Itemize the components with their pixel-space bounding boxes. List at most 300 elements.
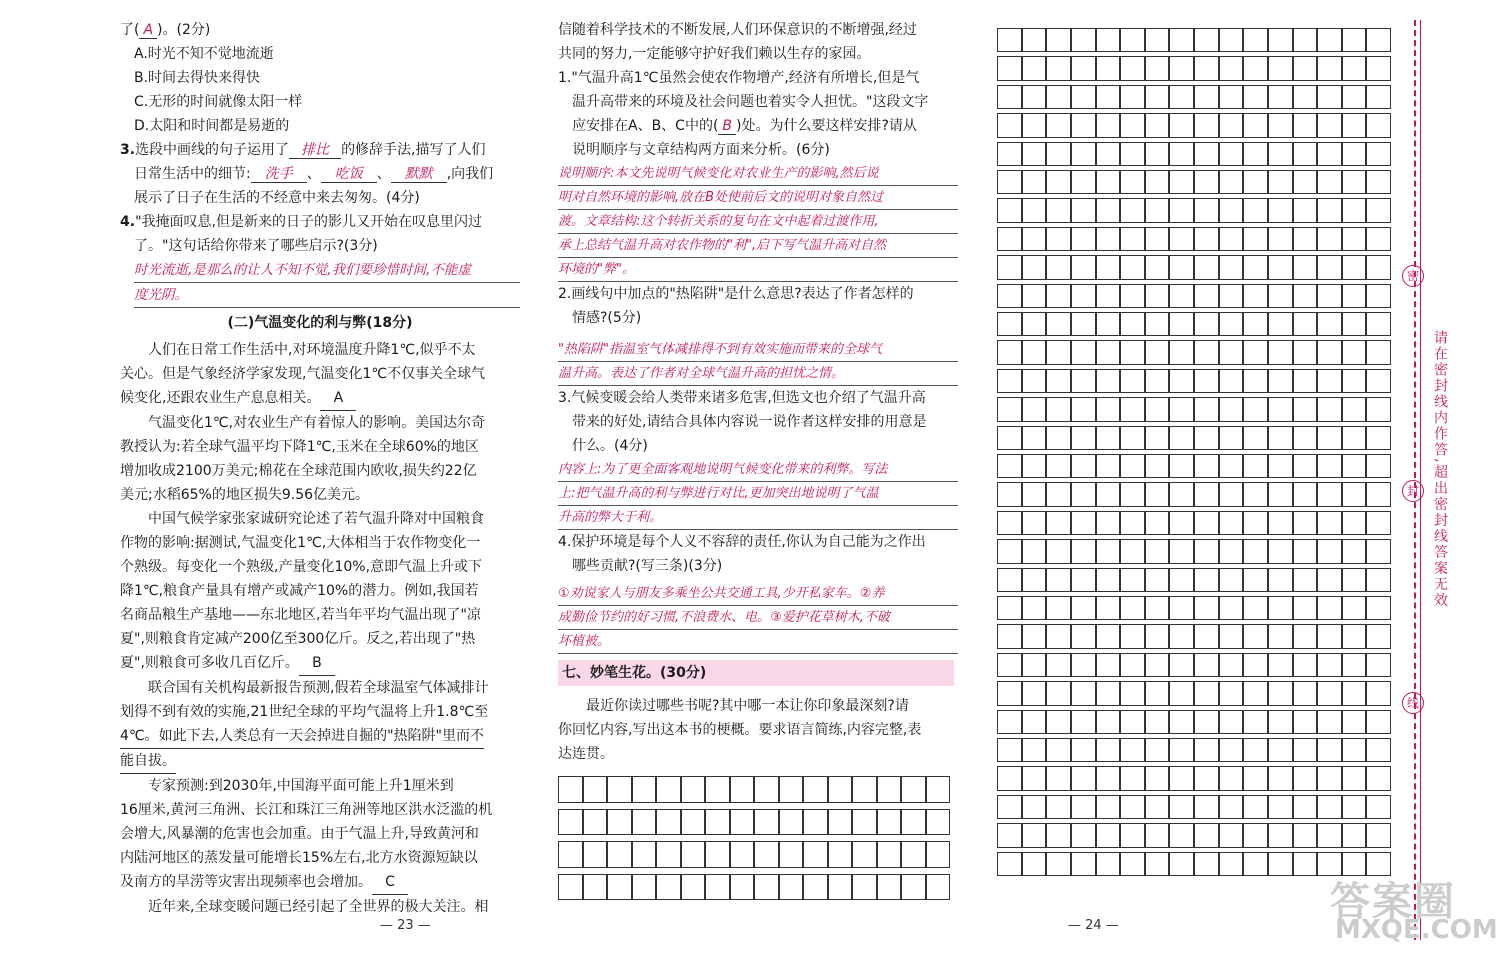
grid-cell[interactable] bbox=[997, 312, 1022, 336]
grid-cell[interactable] bbox=[926, 776, 951, 803]
grid-cell[interactable] bbox=[1342, 653, 1367, 677]
grid-cell[interactable] bbox=[1120, 255, 1145, 279]
grid-cell[interactable] bbox=[1145, 56, 1170, 80]
grid-cell[interactable] bbox=[1071, 738, 1096, 762]
grid-cell[interactable] bbox=[997, 766, 1022, 790]
grid-cell[interactable] bbox=[583, 874, 608, 901]
grid-cell[interactable] bbox=[1071, 454, 1096, 478]
grid-cell[interactable] bbox=[1293, 568, 1318, 592]
grid-cell[interactable] bbox=[1219, 738, 1244, 762]
grid-cell[interactable] bbox=[1120, 823, 1145, 847]
grid-cell[interactable] bbox=[1342, 312, 1367, 336]
grid-cell[interactable] bbox=[1096, 852, 1121, 876]
grid-cell[interactable] bbox=[828, 809, 853, 836]
grid-cell[interactable] bbox=[1317, 426, 1342, 450]
grid-cell[interactable] bbox=[1317, 198, 1342, 222]
grid-cell[interactable] bbox=[1243, 28, 1268, 52]
grid-cell[interactable] bbox=[1342, 113, 1367, 137]
grid-cell[interactable] bbox=[1342, 738, 1367, 762]
grid-cell[interactable] bbox=[1194, 653, 1219, 677]
grid-cell[interactable] bbox=[1293, 852, 1318, 876]
grid-cell[interactable] bbox=[1342, 397, 1367, 421]
grid-cell[interactable] bbox=[1046, 511, 1071, 535]
grid-cell[interactable] bbox=[1366, 369, 1391, 393]
grid-cell[interactable] bbox=[1046, 28, 1071, 52]
grid-cell[interactable] bbox=[1268, 710, 1293, 734]
grid-cell[interactable] bbox=[1194, 397, 1219, 421]
grid-cell[interactable] bbox=[997, 198, 1022, 222]
grid-cell[interactable] bbox=[1046, 795, 1071, 819]
grid-cell[interactable] bbox=[1268, 56, 1293, 80]
grid-cell[interactable] bbox=[1071, 369, 1096, 393]
grid-cell[interactable] bbox=[1145, 823, 1170, 847]
grid-cell[interactable] bbox=[1342, 142, 1367, 166]
grid-cell[interactable] bbox=[997, 710, 1022, 734]
grid-cell[interactable] bbox=[1022, 738, 1047, 762]
grid-cell[interactable] bbox=[1243, 227, 1268, 251]
grid-cell[interactable] bbox=[1046, 142, 1071, 166]
grid-cell[interactable] bbox=[1293, 170, 1318, 194]
grid-cell[interactable] bbox=[1342, 28, 1367, 52]
grid-cell[interactable] bbox=[1145, 511, 1170, 535]
grid-cell[interactable] bbox=[1342, 681, 1367, 705]
grid-cell[interactable] bbox=[1194, 142, 1219, 166]
grid-cell[interactable] bbox=[583, 841, 608, 868]
grid-cell[interactable] bbox=[1342, 170, 1367, 194]
grid-cell[interactable] bbox=[1022, 113, 1047, 137]
grid-cell[interactable] bbox=[1293, 681, 1318, 705]
grid-cell[interactable] bbox=[1120, 227, 1145, 251]
grid-cell[interactable] bbox=[877, 841, 902, 868]
grid-cell[interactable] bbox=[1046, 397, 1071, 421]
grid-cell[interactable] bbox=[1366, 681, 1391, 705]
grid-cell[interactable] bbox=[1022, 312, 1047, 336]
grid-cell[interactable] bbox=[1169, 312, 1194, 336]
grid-cell[interactable] bbox=[754, 874, 779, 901]
writing-grid-small[interactable] bbox=[558, 776, 950, 900]
grid-cell[interactable] bbox=[1268, 198, 1293, 222]
grid-cell[interactable] bbox=[901, 841, 926, 868]
grid-cell[interactable] bbox=[1293, 312, 1318, 336]
grid-cell[interactable] bbox=[1145, 255, 1170, 279]
grid-cell[interactable] bbox=[1194, 852, 1219, 876]
grid-cell[interactable] bbox=[1219, 227, 1244, 251]
grid-cell[interactable] bbox=[1169, 369, 1194, 393]
grid-cell[interactable] bbox=[1120, 568, 1145, 592]
grid-cell[interactable] bbox=[1219, 85, 1244, 109]
grid-cell[interactable] bbox=[1145, 596, 1170, 620]
grid-cell[interactable] bbox=[997, 170, 1022, 194]
grid-cell[interactable] bbox=[1317, 795, 1342, 819]
grid-cell[interactable] bbox=[1120, 738, 1145, 762]
grid-cell[interactable] bbox=[1022, 482, 1047, 506]
grid-cell[interactable] bbox=[852, 874, 877, 901]
grid-cell[interactable] bbox=[1293, 653, 1318, 677]
grid-cell[interactable] bbox=[1243, 624, 1268, 648]
grid-cell[interactable] bbox=[1219, 482, 1244, 506]
grid-cell[interactable] bbox=[997, 596, 1022, 620]
grid-cell[interactable] bbox=[926, 841, 951, 868]
grid-cell[interactable] bbox=[607, 776, 632, 803]
grid-cell[interactable] bbox=[1293, 142, 1318, 166]
grid-cell[interactable] bbox=[1268, 142, 1293, 166]
grid-cell[interactable] bbox=[1194, 28, 1219, 52]
grid-cell[interactable] bbox=[1194, 85, 1219, 109]
grid-cell[interactable] bbox=[1366, 284, 1391, 308]
grid-cell[interactable] bbox=[1046, 113, 1071, 137]
grid-cell[interactable] bbox=[1194, 795, 1219, 819]
grid-cell[interactable] bbox=[1145, 738, 1170, 762]
grid-cell[interactable] bbox=[1071, 539, 1096, 563]
grid-cell[interactable] bbox=[1096, 142, 1121, 166]
grid-cell[interactable] bbox=[1169, 454, 1194, 478]
grid-cell[interactable] bbox=[1268, 624, 1293, 648]
grid-cell[interactable] bbox=[1046, 653, 1071, 677]
grid-cell[interactable] bbox=[1366, 198, 1391, 222]
grid-cell[interactable] bbox=[1366, 596, 1391, 620]
grid-cell[interactable] bbox=[1219, 710, 1244, 734]
grid-cell[interactable] bbox=[1293, 539, 1318, 563]
grid-cell[interactable] bbox=[1120, 142, 1145, 166]
grid-cell[interactable] bbox=[632, 776, 657, 803]
grid-cell[interactable] bbox=[1022, 284, 1047, 308]
grid-cell[interactable] bbox=[1243, 454, 1268, 478]
grid-cell[interactable] bbox=[1046, 255, 1071, 279]
grid-cell[interactable] bbox=[1096, 198, 1121, 222]
grid-cell[interactable] bbox=[779, 841, 804, 868]
grid-cell[interactable] bbox=[1317, 28, 1342, 52]
grid-cell[interactable] bbox=[1366, 255, 1391, 279]
grid-cell[interactable] bbox=[1145, 795, 1170, 819]
grid-cell[interactable] bbox=[1194, 170, 1219, 194]
grid-cell[interactable] bbox=[1046, 766, 1071, 790]
grid-cell[interactable] bbox=[1268, 369, 1293, 393]
grid-cell[interactable] bbox=[1243, 681, 1268, 705]
grid-cell[interactable] bbox=[1342, 198, 1367, 222]
grid-cell[interactable] bbox=[1022, 85, 1047, 109]
grid-cell[interactable] bbox=[1342, 795, 1367, 819]
grid-cell[interactable] bbox=[1317, 738, 1342, 762]
grid-cell[interactable] bbox=[997, 454, 1022, 478]
grid-cell[interactable] bbox=[1268, 766, 1293, 790]
grid-cell[interactable] bbox=[1096, 340, 1121, 364]
grid-cell[interactable] bbox=[1022, 369, 1047, 393]
grid-cell[interactable] bbox=[1022, 710, 1047, 734]
grid-cell[interactable] bbox=[1194, 426, 1219, 450]
grid-cell[interactable] bbox=[1317, 284, 1342, 308]
grid-cell[interactable] bbox=[852, 841, 877, 868]
grid-cell[interactable] bbox=[1071, 482, 1096, 506]
grid-cell[interactable] bbox=[1293, 823, 1318, 847]
grid-cell[interactable] bbox=[1342, 454, 1367, 478]
grid-cell[interactable] bbox=[1268, 738, 1293, 762]
grid-cell[interactable] bbox=[1194, 255, 1219, 279]
grid-cell[interactable] bbox=[1120, 198, 1145, 222]
grid-cell[interactable] bbox=[1022, 170, 1047, 194]
grid-cell[interactable] bbox=[1317, 255, 1342, 279]
grid-cell[interactable] bbox=[1219, 56, 1244, 80]
grid-cell[interactable] bbox=[1071, 28, 1096, 52]
grid-cell[interactable] bbox=[1366, 397, 1391, 421]
grid-cell[interactable] bbox=[1243, 369, 1268, 393]
grid-cell[interactable] bbox=[1169, 596, 1194, 620]
grid-cell[interactable] bbox=[1219, 255, 1244, 279]
grid-cell[interactable] bbox=[1317, 369, 1342, 393]
grid-cell[interactable] bbox=[1120, 56, 1145, 80]
grid-cell[interactable] bbox=[997, 85, 1022, 109]
grid-cell[interactable] bbox=[1366, 28, 1391, 52]
grid-cell[interactable] bbox=[1243, 170, 1268, 194]
grid-cell[interactable] bbox=[1096, 426, 1121, 450]
grid-cell[interactable] bbox=[1243, 852, 1268, 876]
grid-cell[interactable] bbox=[1022, 426, 1047, 450]
grid-cell[interactable] bbox=[1096, 56, 1121, 80]
grid-cell[interactable] bbox=[1293, 795, 1318, 819]
grid-cell[interactable] bbox=[1219, 170, 1244, 194]
grid-cell[interactable] bbox=[1046, 710, 1071, 734]
grid-cell[interactable] bbox=[1169, 255, 1194, 279]
grid-cell[interactable] bbox=[1317, 85, 1342, 109]
grid-cell[interactable] bbox=[1268, 255, 1293, 279]
grid-cell[interactable] bbox=[1194, 710, 1219, 734]
grid-cell[interactable] bbox=[852, 809, 877, 836]
grid-cell[interactable] bbox=[1022, 198, 1047, 222]
grid-cell[interactable] bbox=[877, 809, 902, 836]
grid-cell[interactable] bbox=[1120, 511, 1145, 535]
grid-cell[interactable] bbox=[1268, 28, 1293, 52]
grid-cell[interactable] bbox=[1145, 681, 1170, 705]
grid-cell[interactable] bbox=[997, 738, 1022, 762]
grid-cell[interactable] bbox=[1268, 113, 1293, 137]
grid-cell[interactable] bbox=[1219, 568, 1244, 592]
grid-cell[interactable] bbox=[1243, 710, 1268, 734]
grid-cell[interactable] bbox=[1366, 653, 1391, 677]
grid-cell[interactable] bbox=[1022, 766, 1047, 790]
grid-cell[interactable] bbox=[1268, 85, 1293, 109]
grid-cell[interactable] bbox=[1169, 142, 1194, 166]
grid-cell[interactable] bbox=[997, 397, 1022, 421]
grid-cell[interactable] bbox=[1268, 397, 1293, 421]
grid-cell[interactable] bbox=[1317, 142, 1342, 166]
grid-cell[interactable] bbox=[656, 841, 681, 868]
grid-cell[interactable] bbox=[681, 874, 706, 901]
grid-cell[interactable] bbox=[1022, 255, 1047, 279]
grid-cell[interactable] bbox=[997, 426, 1022, 450]
grid-cell[interactable] bbox=[1194, 568, 1219, 592]
grid-cell[interactable] bbox=[730, 809, 755, 836]
writing-grid-large[interactable] bbox=[997, 28, 1391, 876]
grid-cell[interactable] bbox=[926, 809, 951, 836]
grid-cell[interactable] bbox=[1169, 710, 1194, 734]
grid-cell[interactable] bbox=[1120, 766, 1145, 790]
grid-cell[interactable] bbox=[1317, 56, 1342, 80]
grid-cell[interactable] bbox=[997, 539, 1022, 563]
grid-cell[interactable] bbox=[1219, 284, 1244, 308]
grid-cell[interactable] bbox=[1046, 340, 1071, 364]
grid-cell[interactable] bbox=[779, 776, 804, 803]
grid-cell[interactable] bbox=[1145, 568, 1170, 592]
grid-cell[interactable] bbox=[1169, 738, 1194, 762]
grid-cell[interactable] bbox=[1194, 56, 1219, 80]
grid-cell[interactable] bbox=[681, 841, 706, 868]
grid-cell[interactable] bbox=[558, 841, 583, 868]
grid-cell[interactable] bbox=[1096, 766, 1121, 790]
grid-cell[interactable] bbox=[1194, 369, 1219, 393]
grid-cell[interactable] bbox=[1194, 766, 1219, 790]
grid-cell[interactable] bbox=[1145, 227, 1170, 251]
grid-cell[interactable] bbox=[1071, 596, 1096, 620]
grid-cell[interactable] bbox=[1366, 710, 1391, 734]
grid-cell[interactable] bbox=[1268, 568, 1293, 592]
grid-cell[interactable] bbox=[997, 482, 1022, 506]
grid-cell[interactable] bbox=[1169, 624, 1194, 648]
grid-cell[interactable] bbox=[1169, 823, 1194, 847]
grid-cell[interactable] bbox=[1046, 482, 1071, 506]
grid-cell[interactable] bbox=[901, 874, 926, 901]
grid-cell[interactable] bbox=[1145, 397, 1170, 421]
grid-cell[interactable] bbox=[1342, 539, 1367, 563]
grid-cell[interactable] bbox=[1366, 170, 1391, 194]
grid-cell[interactable] bbox=[1194, 113, 1219, 137]
grid-cell[interactable] bbox=[1096, 113, 1121, 137]
grid-cell[interactable] bbox=[1342, 369, 1367, 393]
grid-cell[interactable] bbox=[1096, 738, 1121, 762]
grid-cell[interactable] bbox=[1268, 539, 1293, 563]
grid-cell[interactable] bbox=[1293, 454, 1318, 478]
grid-cell[interactable] bbox=[1071, 397, 1096, 421]
grid-cell[interactable] bbox=[1317, 539, 1342, 563]
grid-cell[interactable] bbox=[1046, 170, 1071, 194]
grid-cell[interactable] bbox=[1317, 340, 1342, 364]
grid-cell[interactable] bbox=[1366, 482, 1391, 506]
grid-cell[interactable] bbox=[1317, 170, 1342, 194]
grid-cell[interactable] bbox=[1071, 511, 1096, 535]
grid-cell[interactable] bbox=[1071, 766, 1096, 790]
grid-cell[interactable] bbox=[632, 874, 657, 901]
grid-cell[interactable] bbox=[1071, 624, 1096, 648]
grid-cell[interactable] bbox=[754, 841, 779, 868]
grid-cell[interactable] bbox=[1145, 284, 1170, 308]
grid-cell[interactable] bbox=[730, 776, 755, 803]
grid-cell[interactable] bbox=[1219, 795, 1244, 819]
grid-cell[interactable] bbox=[1268, 170, 1293, 194]
grid-cell[interactable] bbox=[1243, 255, 1268, 279]
grid-cell[interactable] bbox=[1096, 539, 1121, 563]
grid-cell[interactable] bbox=[1071, 284, 1096, 308]
grid-cell[interactable] bbox=[1268, 482, 1293, 506]
grid-cell[interactable] bbox=[1293, 85, 1318, 109]
grid-cell[interactable] bbox=[1243, 823, 1268, 847]
grid-cell[interactable] bbox=[1194, 681, 1219, 705]
grid-cell[interactable] bbox=[926, 874, 951, 901]
grid-cell[interactable] bbox=[1268, 454, 1293, 478]
grid-cell[interactable] bbox=[1219, 426, 1244, 450]
grid-cell[interactable] bbox=[1293, 426, 1318, 450]
grid-cell[interactable] bbox=[1268, 823, 1293, 847]
grid-cell[interactable] bbox=[1022, 653, 1047, 677]
grid-cell[interactable] bbox=[730, 874, 755, 901]
grid-cell[interactable] bbox=[1145, 340, 1170, 364]
grid-cell[interactable] bbox=[1243, 795, 1268, 819]
grid-cell[interactable] bbox=[1046, 284, 1071, 308]
grid-cell[interactable] bbox=[1243, 766, 1268, 790]
grid-cell[interactable] bbox=[1219, 596, 1244, 620]
grid-cell[interactable] bbox=[1317, 596, 1342, 620]
grid-cell[interactable] bbox=[1071, 113, 1096, 137]
grid-cell[interactable] bbox=[1046, 624, 1071, 648]
grid-cell[interactable] bbox=[997, 624, 1022, 648]
grid-cell[interactable] bbox=[1071, 681, 1096, 705]
grid-cell[interactable] bbox=[1366, 312, 1391, 336]
grid-cell[interactable] bbox=[901, 776, 926, 803]
grid-cell[interactable] bbox=[1293, 738, 1318, 762]
grid-cell[interactable] bbox=[1366, 113, 1391, 137]
grid-cell[interactable] bbox=[1366, 766, 1391, 790]
grid-cell[interactable] bbox=[1317, 227, 1342, 251]
grid-cell[interactable] bbox=[1120, 653, 1145, 677]
grid-cell[interactable] bbox=[1243, 653, 1268, 677]
grid-cell[interactable] bbox=[1096, 397, 1121, 421]
grid-cell[interactable] bbox=[901, 809, 926, 836]
grid-cell[interactable] bbox=[1120, 113, 1145, 137]
grid-cell[interactable] bbox=[558, 776, 583, 803]
grid-cell[interactable] bbox=[1293, 113, 1318, 137]
grid-cell[interactable] bbox=[1169, 113, 1194, 137]
grid-cell[interactable] bbox=[1046, 568, 1071, 592]
grid-cell[interactable] bbox=[1096, 284, 1121, 308]
grid-cell[interactable] bbox=[1169, 568, 1194, 592]
grid-cell[interactable] bbox=[1317, 823, 1342, 847]
grid-cell[interactable] bbox=[1169, 795, 1194, 819]
grid-cell[interactable] bbox=[1293, 369, 1318, 393]
grid-cell[interactable] bbox=[997, 681, 1022, 705]
grid-cell[interactable] bbox=[1169, 56, 1194, 80]
grid-cell[interactable] bbox=[1145, 113, 1170, 137]
grid-cell[interactable] bbox=[583, 776, 608, 803]
grid-cell[interactable] bbox=[828, 874, 853, 901]
grid-cell[interactable] bbox=[1169, 170, 1194, 194]
grid-cell[interactable] bbox=[1293, 227, 1318, 251]
grid-cell[interactable] bbox=[1219, 340, 1244, 364]
grid-cell[interactable] bbox=[1022, 795, 1047, 819]
grid-cell[interactable] bbox=[1342, 766, 1367, 790]
grid-cell[interactable] bbox=[779, 874, 804, 901]
grid-cell[interactable] bbox=[1317, 511, 1342, 535]
grid-cell[interactable] bbox=[1219, 766, 1244, 790]
grid-cell[interactable] bbox=[1317, 397, 1342, 421]
grid-cell[interactable] bbox=[803, 776, 828, 803]
grid-cell[interactable] bbox=[1293, 511, 1318, 535]
grid-cell[interactable] bbox=[1366, 539, 1391, 563]
grid-cell[interactable] bbox=[705, 809, 730, 836]
grid-cell[interactable] bbox=[1342, 568, 1367, 592]
grid-cell[interactable] bbox=[1120, 28, 1145, 52]
grid-cell[interactable] bbox=[997, 823, 1022, 847]
grid-cell[interactable] bbox=[1169, 653, 1194, 677]
grid-cell[interactable] bbox=[1194, 511, 1219, 535]
grid-cell[interactable] bbox=[1071, 255, 1096, 279]
grid-cell[interactable] bbox=[1243, 142, 1268, 166]
grid-cell[interactable] bbox=[583, 809, 608, 836]
grid-cell[interactable] bbox=[1071, 653, 1096, 677]
grid-cell[interactable] bbox=[1120, 710, 1145, 734]
grid-cell[interactable] bbox=[1071, 340, 1096, 364]
grid-cell[interactable] bbox=[754, 809, 779, 836]
grid-cell[interactable] bbox=[1293, 482, 1318, 506]
grid-cell[interactable] bbox=[997, 284, 1022, 308]
grid-cell[interactable] bbox=[1169, 852, 1194, 876]
grid-cell[interactable] bbox=[1096, 511, 1121, 535]
